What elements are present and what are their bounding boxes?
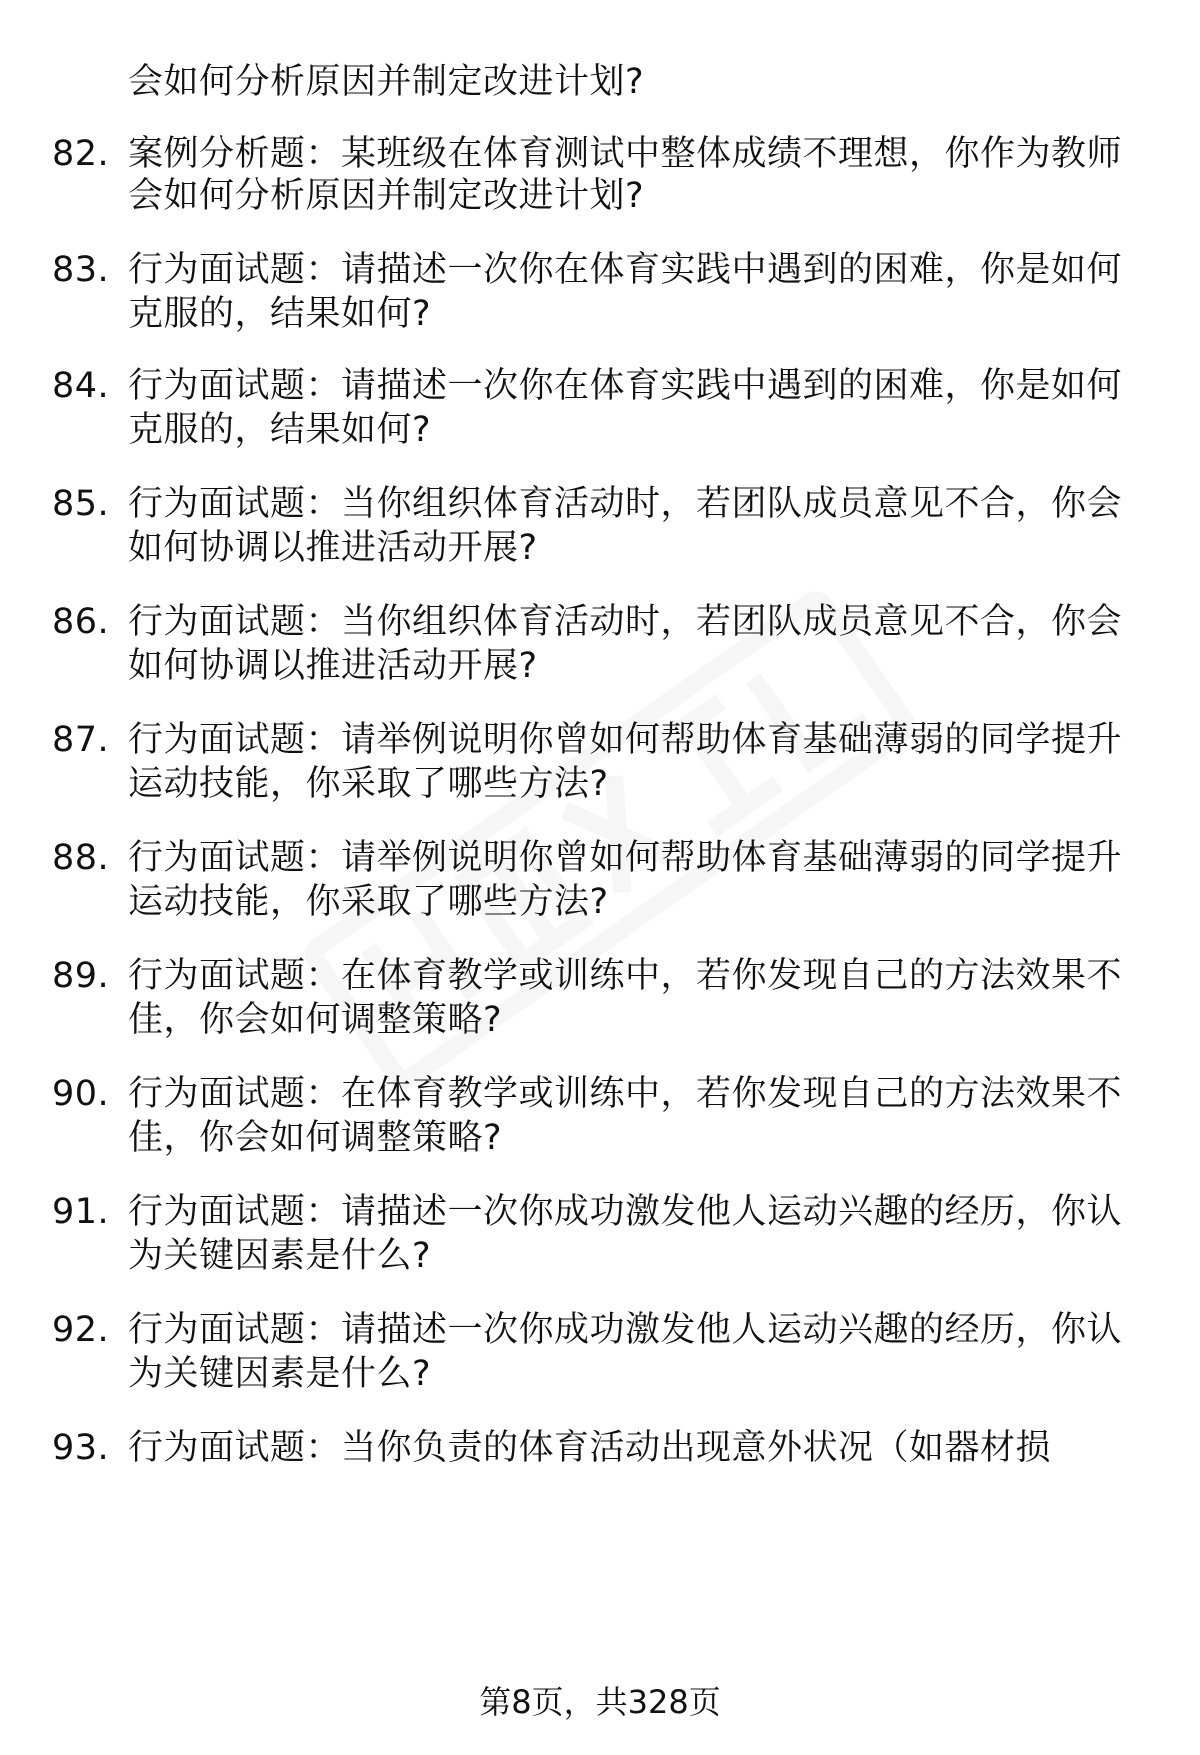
question-text-line: 行为面试题：在体育教学或训练中，若你发现自己的方法效果不 bbox=[128, 1074, 1123, 1114]
question-text-line: 行为面试题：请描述一次你成功激发他人运动兴趣的经历，你认 bbox=[128, 1310, 1123, 1350]
page-footer: 第8页，共328页 bbox=[479, 1683, 721, 1721]
question-text-line: 行为面试题：请举例说明你曾如何帮助体育基础薄弱的同学提升 bbox=[128, 720, 1123, 760]
question-number: 84. bbox=[52, 366, 110, 406]
question-text-line: 会如何分析原因并制定改进计划? bbox=[128, 176, 645, 216]
question-text-line: 行为面试题：请举例说明你曾如何帮助体育基础薄弱的同学提升 bbox=[128, 838, 1123, 878]
question-text-line: 行为面试题：请描述一次你成功激发他人运动兴趣的经历，你认 bbox=[128, 1192, 1123, 1232]
question-text-line: 行为面试题：当你组织体育活动时，若团队成员意见不合，你会 bbox=[128, 602, 1123, 642]
question-text-line: 如何协调以推进活动开展? bbox=[128, 646, 538, 686]
question-text-line: 克服的，结果如何? bbox=[128, 410, 432, 450]
question-text-line: 运动技能，你采取了哪些方法? bbox=[128, 764, 609, 804]
question-text-line: 为关键因素是什么? bbox=[128, 1236, 432, 1276]
question-number: 85. bbox=[52, 484, 110, 524]
question-text-line: 如何协调以推进活动开展? bbox=[128, 528, 538, 568]
question-text-line: 案例分析题：某班级在体育测试中整体成绩不理想，你作为教师 bbox=[128, 134, 1123, 174]
question-number: 88. bbox=[52, 838, 110, 878]
question-number: 92. bbox=[52, 1310, 110, 1350]
question-number: 82. bbox=[52, 134, 110, 174]
continued-line-text: 会如何分析原因并制定改进计划? bbox=[128, 62, 645, 102]
question-text-line: 行为面试题：在体育教学或训练中，若你发现自己的方法效果不 bbox=[128, 956, 1123, 996]
question-number: 93. bbox=[52, 1428, 110, 1468]
question-number: 91. bbox=[52, 1192, 110, 1232]
question-text-line: 行为面试题：请描述一次你在体育实践中遇到的困难，你是如何 bbox=[128, 366, 1123, 406]
question-text-line: 佳，你会如何调整策略? bbox=[128, 1000, 503, 1040]
question-text-line: 行为面试题：请描述一次你在体育实践中遇到的困难，你是如何 bbox=[128, 250, 1123, 290]
question-number: 89. bbox=[52, 956, 110, 996]
question-number: 87. bbox=[52, 720, 110, 760]
question-text-line: 为关键因素是什么? bbox=[128, 1354, 432, 1394]
question-text-line: 行为面试题：当你负责的体育活动出现意外状况（如器材损 bbox=[128, 1428, 1052, 1468]
question-text-line: 佳，你会如何调整策略? bbox=[128, 1118, 503, 1158]
question-number: 83. bbox=[52, 250, 110, 290]
question-text-line: 克服的，结果如何? bbox=[128, 294, 432, 334]
question-text-line: 运动技能，你采取了哪些方法? bbox=[128, 882, 609, 922]
question-number: 90. bbox=[52, 1074, 110, 1114]
question-text-line: 行为面试题：当你组织体育活动时，若团队成员意见不合，你会 bbox=[128, 484, 1123, 524]
question-number: 86. bbox=[52, 602, 110, 642]
